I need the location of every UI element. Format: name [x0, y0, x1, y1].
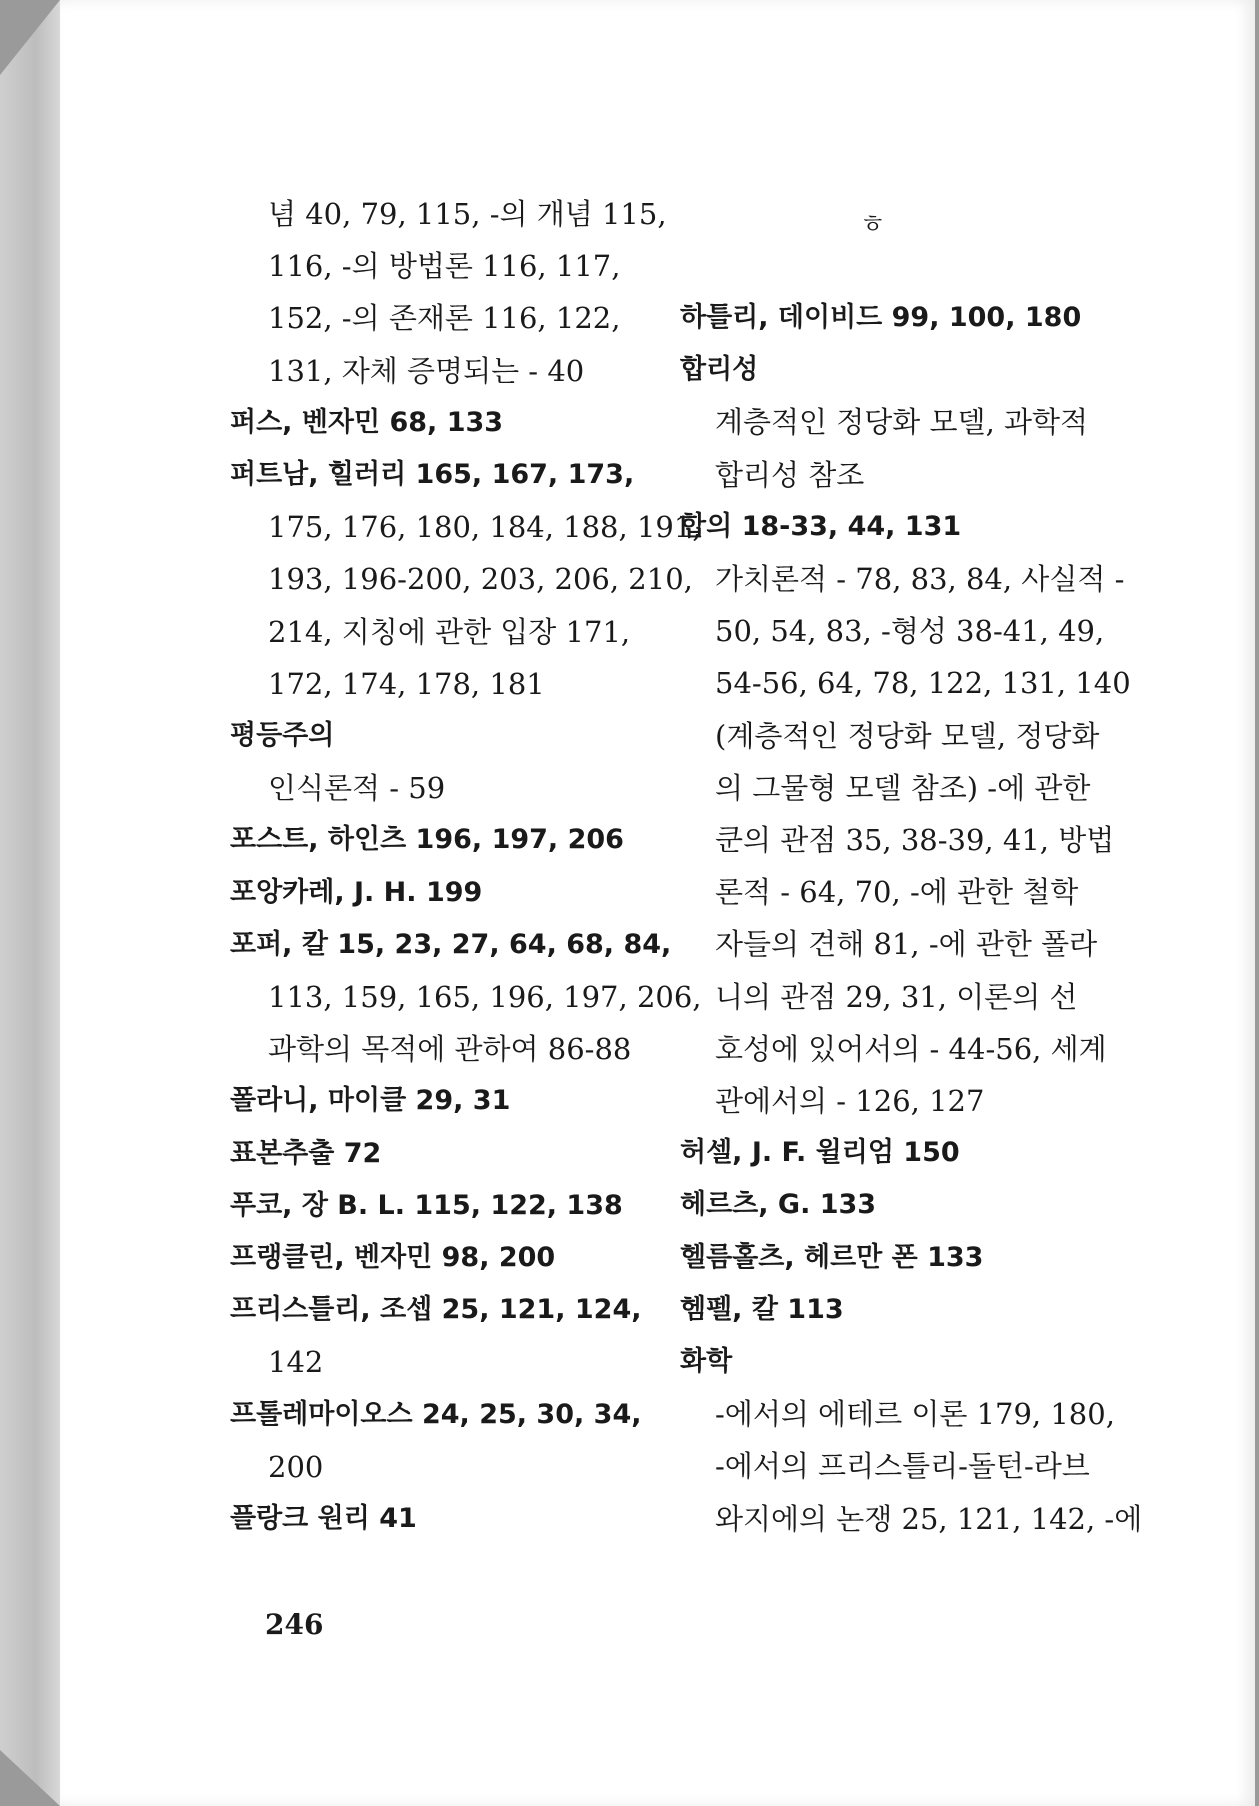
index-page	[60, 0, 1255, 1806]
right-entry-head: 헤르츠, G. 133	[680, 1189, 877, 1221]
left-entry-head: 프리스틀리, 조셉 25, 121, 124,	[230, 1294, 642, 1326]
right-entry-sub: 가치론적 - 78, 83, 84, 사실적 -	[715, 562, 1125, 596]
right-entry-sub: 합리성 참조	[715, 457, 865, 492]
left-entry-sub: 214, 지칭에 관한 입장 171,	[268, 614, 631, 649]
right-entry-sub: -에서의 에테르 이론 179, 180,	[715, 1397, 1115, 1432]
right-entry-head: 합의 18-33, 44, 131	[680, 510, 962, 542]
left-entry-head: 표본추출 72	[230, 1137, 382, 1169]
page-number: 246	[265, 1608, 324, 1641]
left-entry-sub: 172, 174, 178, 181	[268, 666, 545, 701]
right-entry-sub: 론적 - 64, 70, -에 관한 철학	[715, 875, 1079, 910]
page-content	[60, 0, 1255, 1806]
right-entry-sub: 계층적인 정당화 모델, 과학적	[715, 405, 1089, 440]
right-entry-head: 하틀리, 데이비드 99, 100, 180	[680, 302, 1082, 333]
right-entry-sub: 자들의 견해 81, -에 관한 폴라	[715, 927, 1098, 962]
left-entry-sub: 200	[268, 1449, 324, 1484]
left-entry-head: 폴라니, 마이클 29, 31	[230, 1085, 511, 1117]
right-entry-sub: -에서의 프리스틀리-돌턴-라브	[715, 1449, 1090, 1484]
left-entry-head: 프랭클린, 벤자민 98, 200	[230, 1242, 556, 1273]
left-entry-sub: 152, -의 존재론 116, 122,	[268, 301, 621, 336]
left-entry-head: 평등주의	[230, 720, 335, 751]
section-letter: ㅎ	[860, 210, 886, 240]
left-entry-sub: 113, 159, 165, 196, 197, 206,	[268, 980, 702, 1014]
right-entry-sub: (계층적인 정당화 모델, 정당화	[715, 718, 1100, 753]
left-entry-sub: 175, 176, 180, 184, 188, 191,	[268, 510, 702, 545]
left-entry-head: 푸코, 장 B. L. 115, 122, 138	[230, 1189, 623, 1221]
right-entry-sub: 와지에의 논쟁 25, 121, 142, -에	[715, 1501, 1143, 1536]
left-entry-sub: 인식론적 - 59	[268, 771, 446, 806]
right-entry-head: 화학	[680, 1346, 733, 1377]
left-entry-sub: 116, -의 방법론 116, 117,	[268, 249, 621, 284]
right-entry-sub: 쿤의 관점 35, 38-39, 41, 방법	[715, 823, 1115, 857]
left-entry-head: 포퍼, 칼 15, 23, 27, 64, 68, 84,	[230, 928, 672, 960]
right-entry-sub: 관에서의 - 126, 127	[715, 1084, 985, 1118]
right-entry-sub: 니의 관점 29, 31, 이론의 선	[715, 979, 1078, 1014]
left-entry-head: 포앙카레, J. H. 199	[230, 876, 483, 908]
left-entry-sub: 142	[268, 1345, 324, 1380]
left-entry-sub: 념 40, 79, 115, -의 개념 115,	[268, 197, 667, 231]
left-entry-sub: 193, 196-200, 203, 206, 210,	[268, 562, 693, 597]
right-entry-head: 헴펠, 칼 113	[680, 1293, 844, 1325]
right-entry-sub: 호성에 있어서의 - 44-56, 세계	[715, 1031, 1107, 1066]
left-entry-head: 포스트, 하인츠 196, 197, 206	[230, 824, 624, 856]
left-entry-head: 프톨레마이오스 24, 25, 30, 34,	[230, 1398, 642, 1430]
left-entry-head: 퍼트남, 힐러리 165, 167, 173,	[230, 459, 635, 490]
right-entry-sub: 50, 54, 83, -형성 38-41, 49,	[715, 614, 1105, 649]
left-entry-sub: 과학의 목적에 관하여 86-88	[268, 1032, 632, 1067]
right-entry-head: 허셀, J. F. 윌리엄 150	[680, 1137, 960, 1169]
right-entry-head: 합리성	[680, 354, 759, 386]
right-entry-head: 헬름홀츠, 헤르만 폰 133	[680, 1241, 984, 1273]
right-entry-sub: 54-56, 64, 78, 122, 131, 140	[715, 666, 1131, 701]
right-entry-sub: 의 그물형 모델 참조) -에 관한	[715, 770, 1091, 805]
book-spine	[0, 0, 60, 1806]
left-entry-head: 플랑크 원리 41	[230, 1503, 417, 1534]
left-entry-head: 퍼스, 벤자민 68, 133	[230, 406, 504, 438]
left-entry-sub: 131, 자체 증명되는 - 40	[268, 353, 585, 388]
